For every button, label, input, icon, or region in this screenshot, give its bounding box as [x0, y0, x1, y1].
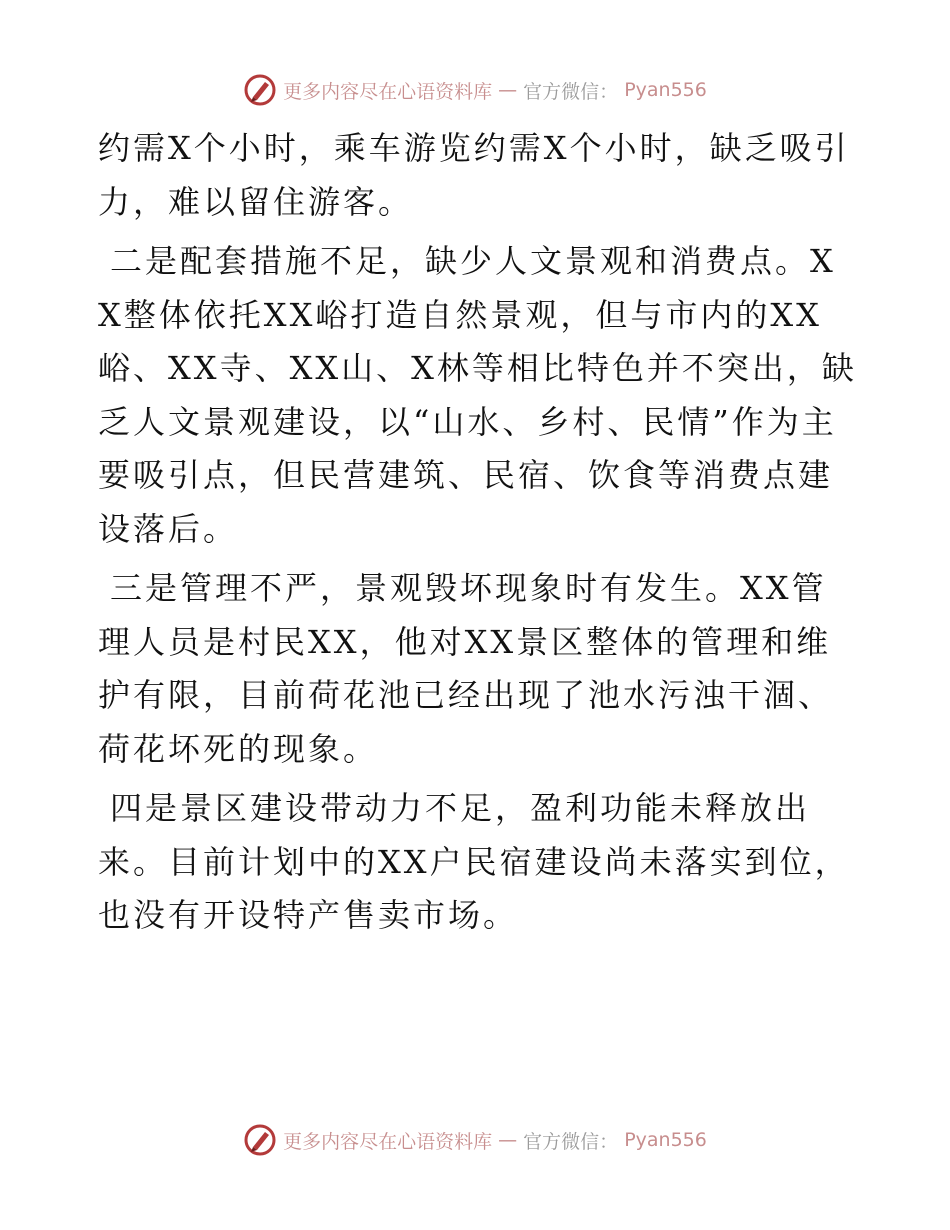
- paragraph-4: 四是景区建设带动力不足，盈利功能未释放出来。目前计划中的XX户民宿建设尚未落实到位，也没有开设特产售卖市场。: [98, 789, 850, 934]
- paragraph-1: 约需X个小时，乘车游览约需X个小时，缺乏吸引力，难以留住游客。: [98, 129, 850, 221]
- watermark-wechat-id: Pyan556: [624, 79, 707, 101]
- watermark-dash: —: [498, 1129, 518, 1151]
- header-watermark: [0, 70, 950, 110]
- watermark-official-label: 官方微信：: [523, 80, 619, 103]
- watermark-main-text: 更多内容尽在心语资料库: [283, 1130, 493, 1153]
- document-body: [98, 122, 858, 943]
- footer-watermark: [0, 1120, 950, 1160]
- pen-logo-icon: [243, 73, 277, 107]
- watermark-wechat-id: Pyan556: [624, 1129, 707, 1151]
- paragraph-2: 二是配套措施不足，缺少人文景观和消费点。XX整体依托XX峪打造自然景观，但与市内的XX峪、XX寺、XX山、X林等相比特色并不突出，缺乏人文景观建设，以“山水、乡村、民情”作为主要吸引点，但民营建筑、民宿、饮食等消费点建设落后。: [98, 242, 857, 548]
- watermark-official-label: 官方微信：: [523, 1130, 619, 1153]
- watermark-dash: —: [498, 79, 518, 101]
- pen-logo-icon: [243, 1123, 277, 1157]
- paragraph-3: 三是管理不严，景观毁坏现象时有发生。XX管理人员是村民XX，他对XX景区整体的管理和维护有限，目前荷花池已经出现了池水污浊干涸、荷花坏死的现象。: [98, 569, 834, 768]
- watermark-main-text: 更多内容尽在心语资料库: [283, 80, 493, 103]
